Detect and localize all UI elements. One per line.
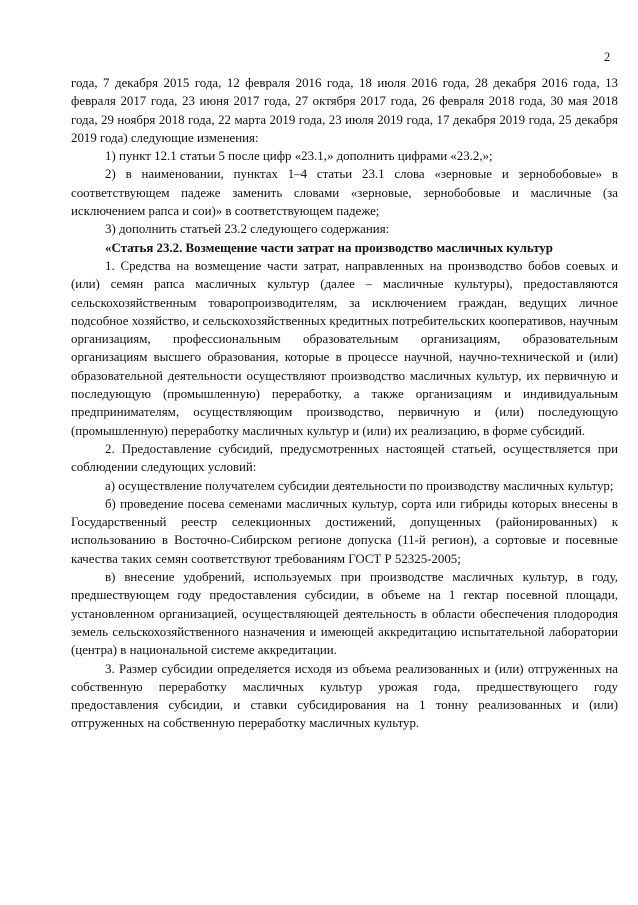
condition-b: б) проведение посева семенами масличных культур, сорта или гибриды которых внесены в Государственный реестр селекционных достижений, допущенных (районированных) к использованию в Восточно-Сибирском регионе допуска (11-й регион), а сортовые и посевные качества таких семян соответствуют требованиям ГОСТ Р 52325-2005; bbox=[71, 496, 618, 566]
condition-v: в) внесение удобрений, используемых при производстве масличных культур, в году, предшествующем году предоставления субсидии, в объеме на 1 гектар посевной площади, установленном организацией, осуществляющей деятельность в области обеспечения плодородия земель сельскохозяйственного назначения и имеющей аккредитацию испытательной лаборатории (центра) в национальной системе аккредитации. bbox=[71, 570, 618, 658]
paragraph-item-2: 2) в наименовании, пунктах 1–4 статьи 23.1 слова «зерновые и зернобобовые» в соответствующем падеже заменить словами «зерновые, зернобобовые и масличные (за исключением рапса и сои)» в соответствующем падеже; bbox=[71, 167, 618, 219]
article-clause-2: 2. Предоставление субсидий, предусмотренных настоящей статьей, осуществляется при соблюдении следующих условий: bbox=[71, 441, 618, 475]
paragraph-amendment-dates: года, 7 декабря 2015 года, 12 февраля 2016 года, 18 июля 2016 года, 28 декабря 2016 года, 13 февраля 2017 года, 23 июня 2017 года, 27 октября 2017 года, 26 февраля 2018 года, 30 мая 2018 года, 29 ноября 2018 года, 22 марта 2019 года, 23 июля 2019 года, 17 декабря 2019 года, 25 декабря 2019 года) следующие изменения: bbox=[71, 76, 618, 145]
page-number: 2 bbox=[604, 50, 611, 64]
paragraph-item-3: 3) дополнить статьей 23.2 следующего содержания: bbox=[105, 222, 390, 237]
article-clause-3: 3. Размер субсидии определяется исходя из объема реализованных и (или) отгруженных на собственную переработку масличных культур урожая года, предшествующего году предоставления субсидии, и ставки субсидирования на 1 тонну реализованных и (или) отгруженных на собственную переработку масличных культур. bbox=[71, 661, 618, 731]
article-heading: «Статья 23.2. Возмещение части затрат на производство масличных культур bbox=[105, 240, 553, 255]
article-clause-1: 1. Средства на возмещение части затрат, направленных на производство бобов соевых и (или) семян рапса масличных культур (далее – масличные культуры), предоставляются сельскохозяйственным товаропроизводителям, за исключением граждан, ведущих личное подсобное хозяйство, и сельскохозяйственных кредитных потребительских кооперативов, научным организациям, профессиональным образовательным организациям, образовательным организациям высшего образования, которые в процессе научной, научно-технической и (или) образовательной деятельности осуществляют производство масличных культур, их первичную и последующую (промышленную) переработку, а также организациям и индивидуальным предпринимателям, осуществляющим производство, первичную и (или) последующую (промышленную) переработку масличных культур и (или) их реализацию, в форме субсидий. bbox=[71, 258, 618, 438]
document-body bbox=[71, 74, 618, 733]
condition-a: а) осуществление получателем субсидии деятельности по производству масличных культур; bbox=[105, 478, 614, 493]
paragraph-item-1: 1) пункт 12.1 статьи 5 после цифр «23.1,» дополнить цифрами «23.2,»; bbox=[105, 149, 493, 164]
